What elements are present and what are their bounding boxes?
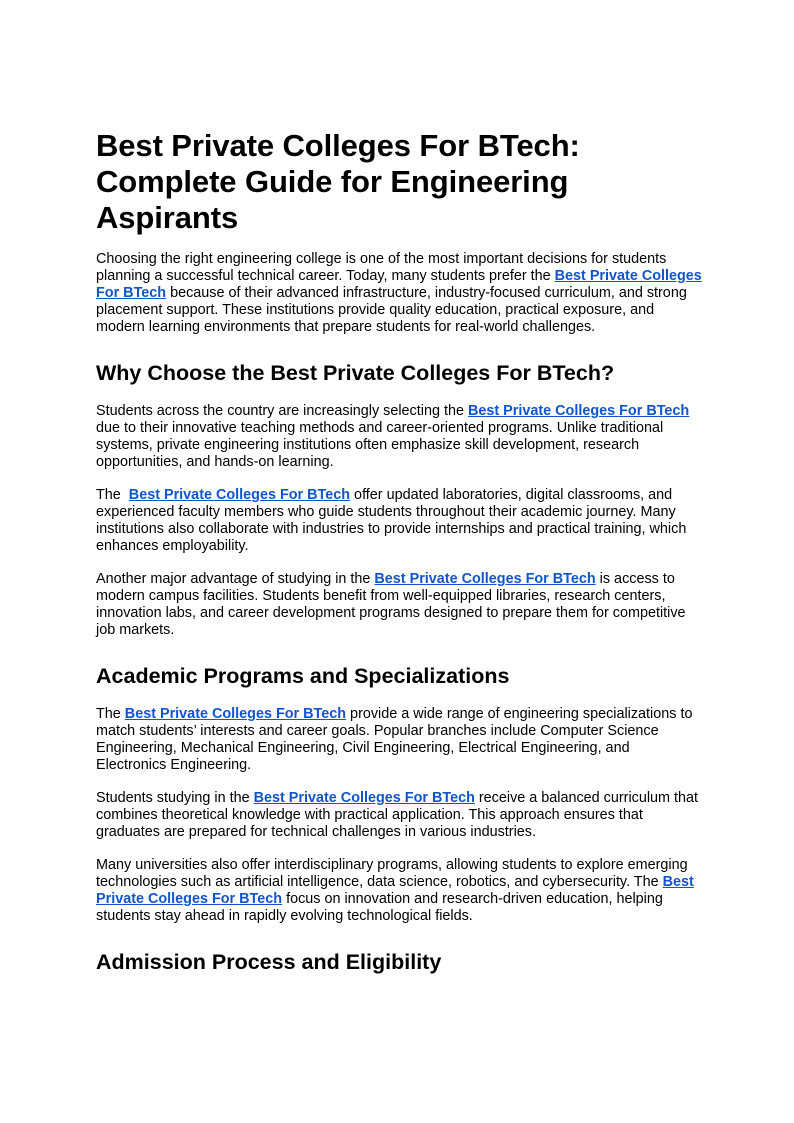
paragraph-text: Many universities also offer interdisciplinary programs, allowing students to explore emerging technologies such as artificial intelligence, data science, robotics, and cybersecurity. The bbox=[96, 857, 688, 890]
section-heading-academic-programs: Academic Programs and Specializations bbox=[96, 664, 510, 688]
paragraph-text: Students studying in the bbox=[96, 790, 254, 806]
academic-paragraph-1 bbox=[96, 706, 702, 774]
best-private-colleges-link[interactable]: Best Private Colleges For BTech bbox=[124, 706, 347, 722]
paragraph-text: offer updated laboratories, digital classrooms, and experienced faculty members who guide students throughout their academic journey. Many institutions also collaborate with industries to provide internships and practical training, which enhances employability. bbox=[96, 487, 687, 554]
why-choose-paragraph-1 bbox=[96, 403, 702, 471]
paragraph-text: due to their innovative teaching methods and career-oriented programs. Unlike traditional systems, private engineering institutions often emphasize skill development, research opportunities, and hands-on learning. bbox=[96, 420, 664, 470]
intro-text-after: because of their advanced infrastructure, industry-focused curriculum, and strong placement support. These institutions provide quality education, practical exposure, and modern learning environments that prepare students for real-world challenges. bbox=[96, 285, 687, 335]
why-choose-paragraph-3 bbox=[96, 571, 702, 639]
document-page bbox=[96, 128, 702, 992]
section-heading-admission: Admission Process and Eligibility bbox=[96, 950, 442, 974]
page-title: Best Private Colleges For BTech: Complete Guide for Engineering Aspirants bbox=[96, 128, 580, 235]
best-private-colleges-link[interactable]: Best Private Colleges For BTech bbox=[96, 874, 694, 907]
why-choose-paragraph-2 bbox=[96, 487, 702, 555]
academic-paragraph-2 bbox=[96, 790, 702, 841]
paragraph-text: provide a wide range of engineering specializations to match students’ interests and career goals. Popular branches include Computer Science Engineering, Mechanical Engineering, Civil Engineering, Electrical Engineering, and Electronics Engineering. bbox=[96, 706, 693, 773]
paragraph-text: Students across the country are increasingly selecting the bbox=[96, 403, 468, 419]
academic-paragraph-3 bbox=[96, 857, 702, 925]
best-private-colleges-link[interactable]: Best Private Colleges For BTech bbox=[128, 487, 351, 503]
intro-text-before: Choosing the right engineering college is one of the most important decisions for students planning a successful technical career. Today, many students prefer the bbox=[96, 251, 667, 284]
section-heading-why-choose: Why Choose the Best Private Colleges For BTech? bbox=[96, 361, 615, 385]
best-private-colleges-link[interactable]: Best Private Colleges For BTech bbox=[374, 571, 596, 587]
best-private-colleges-link[interactable]: Best Private Colleges For BTech bbox=[253, 790, 475, 806]
paragraph-text: The bbox=[96, 706, 125, 722]
paragraph-text: Another major advantage of studying in the bbox=[96, 571, 375, 587]
paragraph-text: receive a balanced curriculum that combines theoretical knowledge with practical application. This approach ensures that graduates are prepared for technical challenges in various industries. bbox=[96, 790, 699, 840]
best-private-colleges-link[interactable]: Best Private Colleges For BTech bbox=[467, 403, 690, 419]
best-private-colleges-link[interactable]: Best Private Colleges For BTech bbox=[96, 268, 702, 301]
paragraph-text: focus on innovation and research-driven education, helping students stay ahead in rapidly evolving technological fields. bbox=[96, 891, 663, 924]
paragraph-text: is access to modern campus facilities. Students benefit from well-equipped libraries, research centers, innovation labs, and career development programs designed to prepare them for competitive job markets. bbox=[96, 571, 686, 638]
paragraph-text: The bbox=[96, 487, 129, 503]
intro-paragraph bbox=[96, 251, 702, 336]
